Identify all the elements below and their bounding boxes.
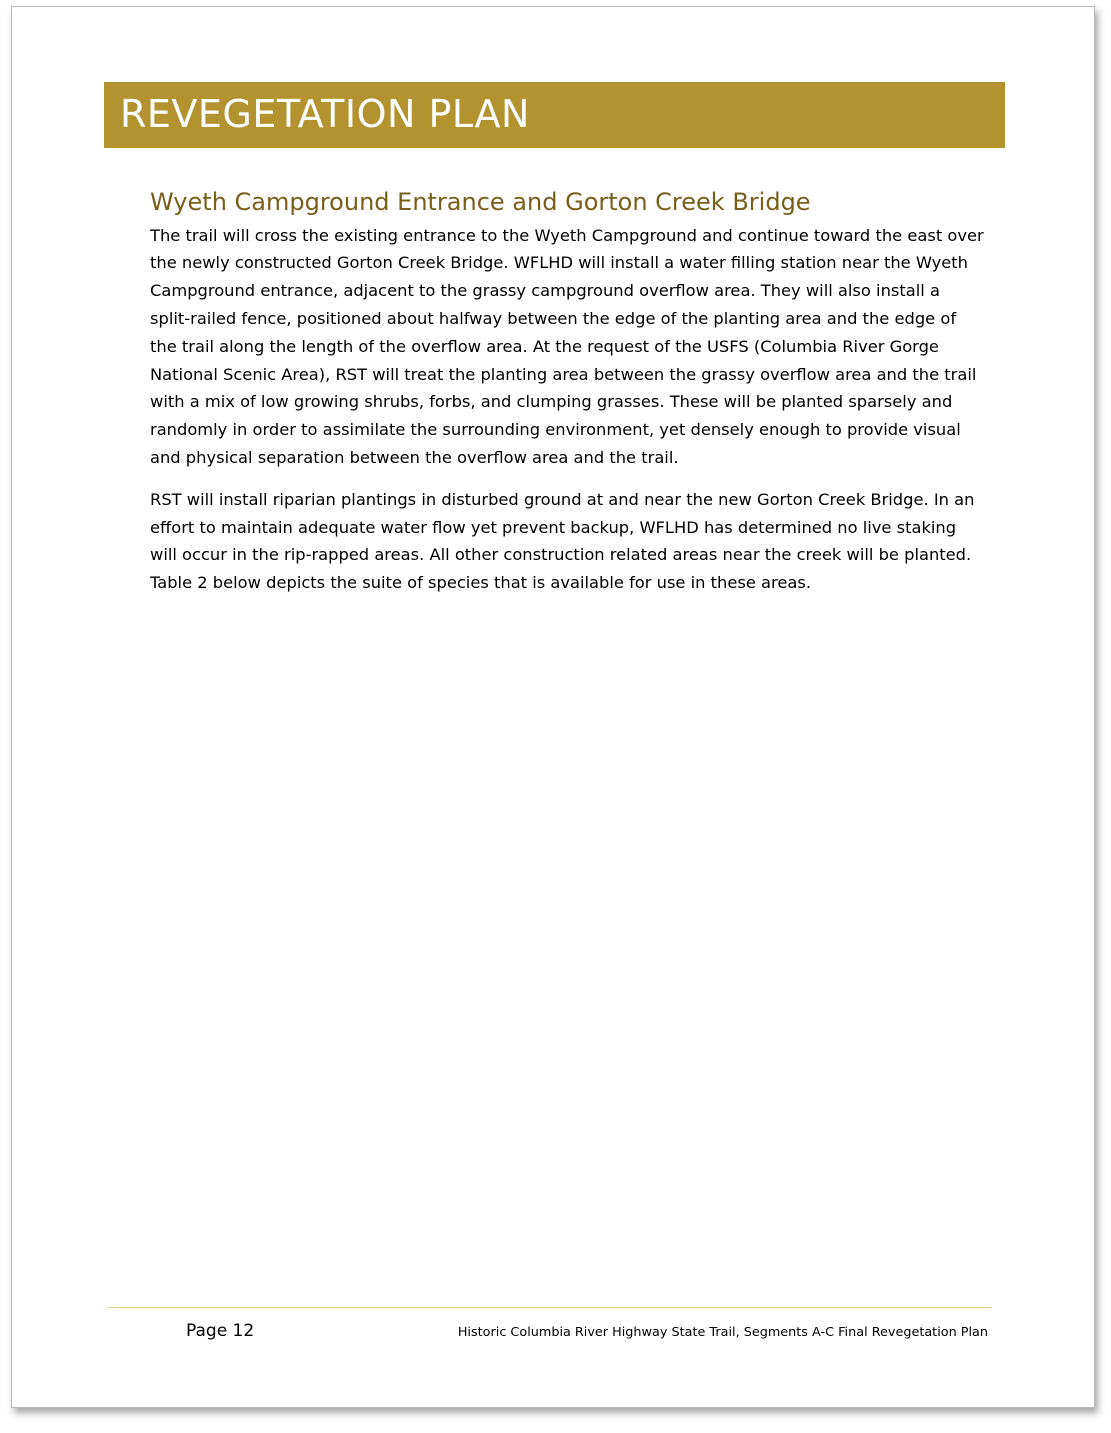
section-heading: Wyeth Campground Entrance and Gorton Creek Bridge xyxy=(150,188,811,216)
main-content xyxy=(150,189,985,611)
document-page xyxy=(11,6,1095,1408)
footer-document-title: Historic Columbia River Highway State Trail, Segments A-C Final Revegetation Plan xyxy=(457,1325,988,1340)
footer-divider xyxy=(108,1307,992,1308)
body-paragraph: The trail will cross the existing entrance to the Wyeth Campground and continue toward the east over the newly constructed Gorton Creek Bridge. WFLHD will install a water filling station near the Wyeth Campground entrance, adjacent to the grassy campground overflow area. They will also install a split-railed fence, positioned about halfway between the edge of the planting area and the edge of the trail along the length of the overflow area. At the request of the USFS (Columbia River Gorge National Scenic Area), RST will treat the planting area between the grassy overflow area and the trail with a mix of low growing shrubs, forbs, and clumping grasses. These will be planted sparsely and randomly in order to assimilate the surrounding environment, yet densely enough to provide visual and physical separation between the overflow area and the trail. xyxy=(150,225,984,467)
page-title: REVEGETATION PLAN xyxy=(120,92,530,136)
body-paragraph: RST will install riparian plantings in disturbed ground at and near the new Gorton Creek Bridge. In an effort to maintain adequate water flow yet prevent backup, WFLHD has determined no live staking will occur in the rip-rapped areas. All other construction related areas near the creek will be planted. Table 2 below depicts the suite of species that is available for use in these areas. xyxy=(150,489,975,593)
title-banner xyxy=(104,82,1005,148)
page-number: Page 12 xyxy=(186,1321,255,1341)
